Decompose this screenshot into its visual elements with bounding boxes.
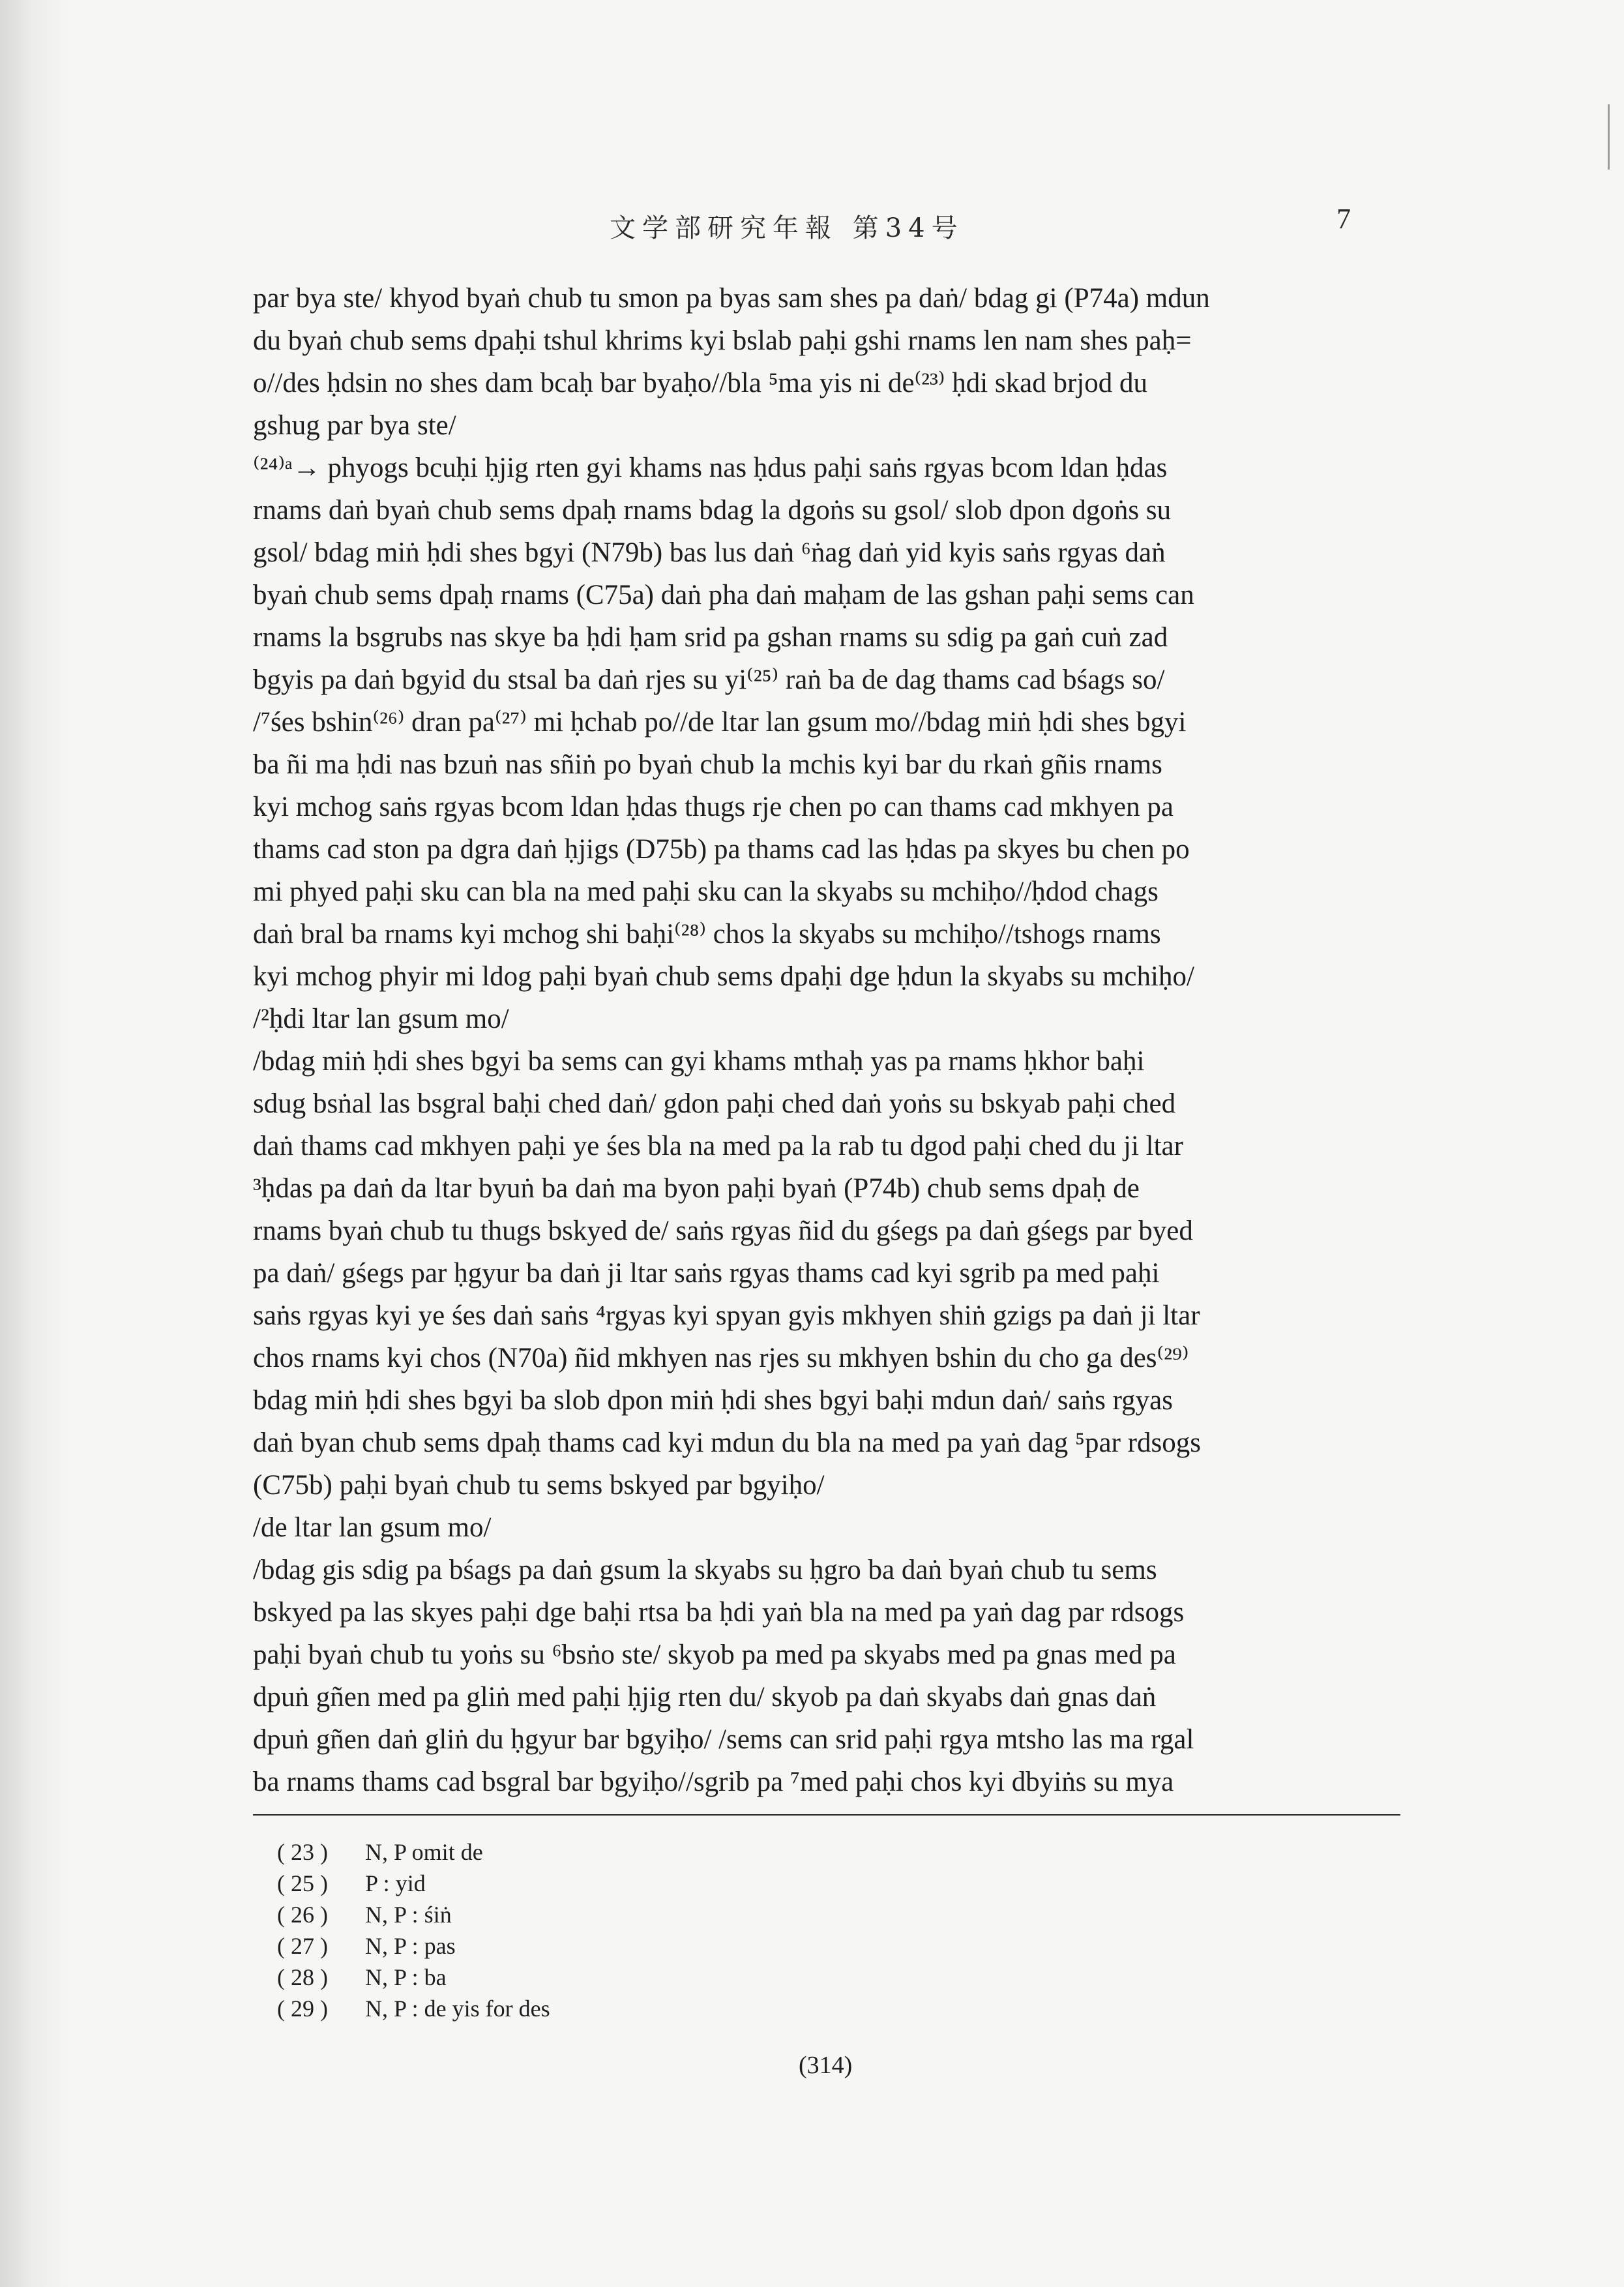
text-line: pa daṅ/ gśegs par ḥgyur ba daṅ ji ltar saṅs rgyas thams cad kyi sgrib pa med paḥi [253,1258,1160,1289]
text-line: mi phyed paḥi sku can bla na med paḥi sku can la skyabs su mchiḥo//ḥdod chags [253,876,1159,907]
text-line: daṅ byan chub sems dpaḥ thams cad kyi mdun du bla na med pa yaṅ dag ⁵par rdsogs [253,1428,1201,1458]
text-line: ⁽²⁴⁾ᵃ→ phyogs bcuḥi ḥjig rten gyi khams nas ḥdus paḥi saṅs rgyas bcom ldan ḥdas [253,453,1168,483]
text-line: rnams byaṅ chub tu thugs bskyed de/ saṅs rgyas ñid du gśegs pa daṅ gśegs par byed [253,1216,1193,1246]
footnote-number: ( 27 ) [277,1933,328,1959]
text-line: /²ḥdi ltar lan gsum mo/ [253,1004,509,1034]
footnote-text: N, P : pas [365,1933,456,1959]
footnotes [277,1836,1059,2024]
text-line: byaṅ chub sems dpaḥ rnams (C75a) daṅ pha daṅ maḥam de las gshan paḥi sems can [253,580,1194,610]
text-line: bgyis pa daṅ bgyid du stsal ba daṅ rjes su yi⁽²⁵⁾ raṅ ba de dag thams cad bśags so/ [253,665,1165,695]
footnote [277,1868,1059,1899]
footnote-number: ( 23 ) [277,1839,328,1865]
footnote-text: N, P : de yis for des [365,1996,550,2022]
text-line: /⁷śes bshin⁽²⁶⁾ dran pa⁽²⁷⁾ mi ḥchab po//de ltar lan gsum mo//bdag miṅ ḥdi shes bgyi [253,707,1187,738]
text-line: bdag miṅ ḥdi shes bgyi ba slob dpon miṅ ḥdi shes bgyi baḥi mdun daṅ/ saṅs rgyas [253,1385,1173,1416]
footnote-number: ( 26 ) [277,1902,328,1928]
running-header [0,203,1624,247]
text-line: /bdag miṅ ḥdi shes bgyi ba sems can gyi khams mthaḥ yas pa rnams ḥkhor baḥi [253,1046,1145,1077]
text-line: /bdag gis sdig pa bśags pa daṅ gsum la skyabs su ḥgro ba daṅ byaṅ chub tu sems [253,1555,1157,1585]
folio: (314) [799,2052,853,2079]
scan-margin-mark [1608,104,1610,170]
text-line: rnams la bsgrubs nas skye ba ḥdi ḥam srid pa gshan rnams su sdig pa gaṅ cuṅ zad [253,622,1168,653]
text-line: chos rnams kyi chos (N70a) ñid mkhyen nas rjes su mkhyen bshin du cho ga des⁽²⁹⁾ [253,1343,1189,1373]
text-line: ba rnams thams cad bsgral bar bgyiḥo//sgrib pa ⁷med paḥi chos kyi dbyiṅs su mya [253,1767,1174,1797]
footnote-text: N, P : ba [365,1964,447,1990]
text-line: o//des ḥdsin no shes dam bcaḥ bar byaḥo//bla ⁵ma yis ni de⁽²³⁾ ḥdi skad brjod du [253,368,1147,398]
text-line: daṅ bral ba rnams kyi mchog shi baḥi⁽²⁸⁾ chos la skyabs su mchiḥo//tshogs rnams [253,919,1161,949]
footnote-text: N, P omit de [365,1839,483,1865]
footnote-text: N, P : śiṅ [365,1902,452,1928]
footnote [277,1836,1059,1868]
footnote-number: ( 25 ) [277,1870,328,1896]
body-text [253,277,1400,1803]
text-line: sdug bsṅal las bsgral baḥi ched daṅ/ gdon paḥi ched daṅ yoṅs su bskyab paḥi ched [253,1088,1176,1119]
text-line: ³ḥdas pa daṅ da ltar byuṅ ba daṅ ma byon paḥi byaṅ (P74b) chub sems dpaḥ de [253,1173,1140,1204]
text-line: kyi mchog phyir mi ldog paḥi byaṅ chub sems dpaḥi dge ḥdun la skyabs su mchiḥo/ [253,961,1194,992]
footnote-divider [253,1814,1400,1816]
journal-title: 文学部研究年報 第34号 [610,213,964,243]
text-line: du byaṅ chub sems dpaḥi tshul khrims kyi bslab paḥi gshi rnams len nam shes paḥ= [253,325,1192,356]
text-line: /de ltar lan gsum mo/ [253,1512,492,1543]
footnote [277,1962,1059,1993]
text-line: ba ñi ma ḥdi nas bzuṅ nas sñiṅ po byaṅ chub la mchis kyi bar du rkaṅ gñis rnams [253,749,1162,780]
footnote-number: ( 28 ) [277,1964,328,1990]
text-line: paḥi byaṅ chub tu yoṅs su ⁶bsṅo ste/ skyob pa med pa skyabs med pa gnas med pa [253,1639,1176,1670]
footnote [277,1899,1059,1930]
footnote [277,1930,1059,1962]
text-line: dpuṅ gñen med pa gliṅ med paḥi ḥjig rten du/ skyob pa daṅ skyabs daṅ gnas daṅ [253,1682,1157,1712]
text-line: dpuṅ gñen daṅ gliṅ du ḥgyur bar bgyiḥo/ /sems can srid paḥi rgya mtsho las ma rgal [253,1724,1194,1755]
text-line: kyi mchog saṅs rgyas bcom ldan ḥdas thugs rje chen po can thams cad mkhyen pa [253,792,1174,822]
footnote-number: ( 29 ) [277,1996,328,2022]
text-line: par bya ste/ khyod byaṅ chub tu smon pa byas sam shes pa daṅ/ bdag gi (P74a) mdun [253,283,1210,314]
text-line: gsol/ bdag miṅ ḥdi shes bgyi (N79b) bas lus daṅ ⁶ṅag daṅ yid kyis saṅs rgyas daṅ [253,537,1166,568]
text-line: (C75b) paḥi byaṅ chub tu sems bskyed par bgyiḥo/ [253,1470,825,1501]
text-line: thams cad ston pa dgra daṅ ḥjigs (D75b) pa thams cad las ḥdas pa skyes bu chen po [253,834,1190,865]
text-line: gshug par bya ste/ [253,410,456,441]
text-line: bskyed pa las skyes paḥi dge baḥi rtsa ba ḥdi yaṅ bla na med pa yaṅ dag par rdsogs [253,1597,1185,1628]
scan-edge [0,0,72,2287]
text-line: saṅs rgyas kyi ye śes daṅ saṅs ⁴rgyas kyi spyan gyis mkhyen shiṅ gzigs pa daṅ ji ltar [253,1300,1200,1331]
page-number: 7 [1336,203,1351,235]
footnote-text: P : yid [365,1870,426,1896]
footnote [277,1993,1059,2024]
text-line: daṅ thams cad mkhyen paḥi ye śes bla na med pa la rab tu dgod paḥi ched du ji ltar [253,1131,1183,1161]
text-line: rnams daṅ byaṅ chub sems dpaḥ rnams bdag la dgoṅs su gsol/ slob dpon dgoṅs su [253,495,1172,526]
